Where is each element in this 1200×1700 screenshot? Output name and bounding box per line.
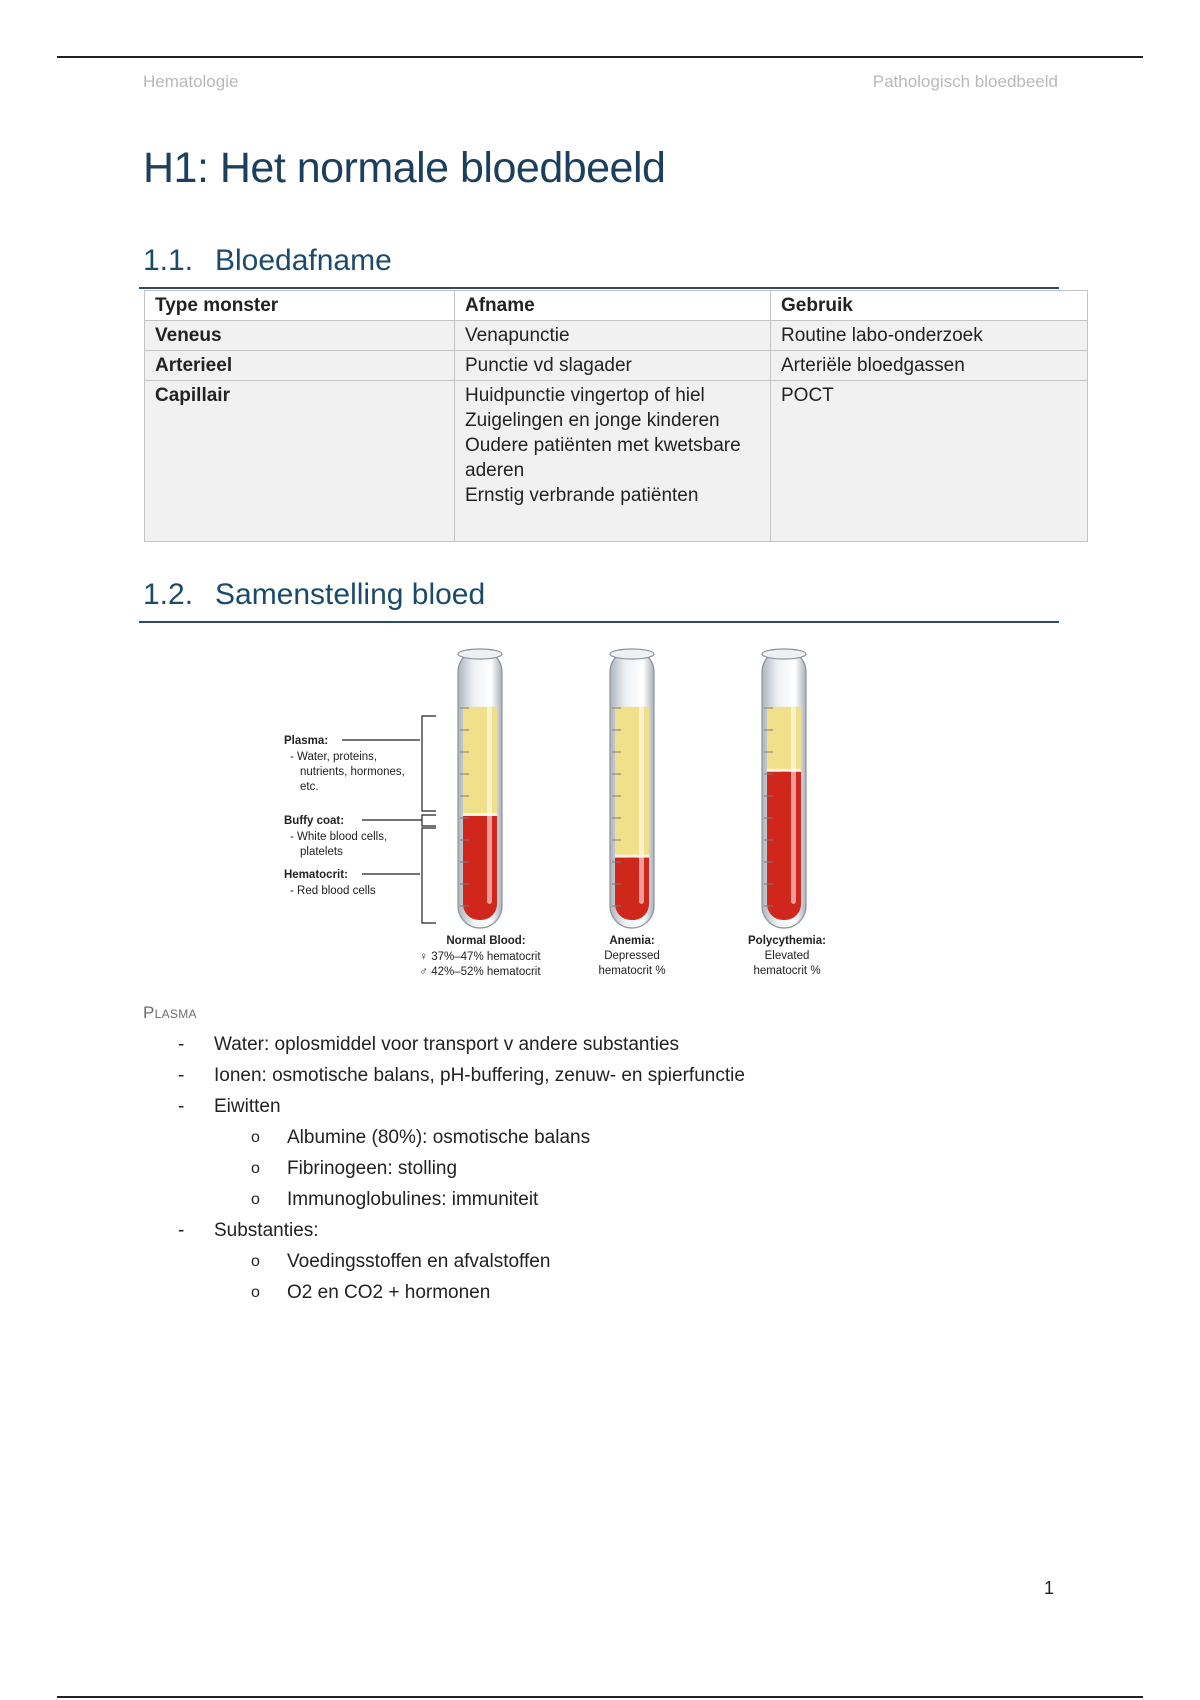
section-heading-samenstelling <box>143 578 485 612</box>
cell-type: Arterieel <box>145 351 455 381</box>
afname-line: Huidpunctie vingertop of hiel <box>465 385 705 406</box>
bullet-item <box>178 1034 680 1056</box>
bullet-marker: o <box>251 1160 260 1177</box>
test-tube <box>458 649 502 928</box>
tube-highlight <box>791 666 796 904</box>
test-tube <box>762 649 806 928</box>
buffy-line: - White blood cells, <box>290 831 388 843</box>
header-right: Pathologisch bloedbeeld <box>872 72 1058 91</box>
tube-caption-line: Elevated <box>764 950 810 962</box>
tube-rim <box>458 649 502 659</box>
tube-rim <box>762 649 806 659</box>
tube-caption-polycythemia: Polycythemia: <box>748 935 826 947</box>
bullet-marker: - <box>178 1096 185 1117</box>
tube-caption-line: ♀ 37%–47% hematocrit <box>419 951 541 963</box>
sub-bullet-item <box>251 1282 491 1304</box>
plasma-line: etc. <box>300 781 319 793</box>
cell-afname: Venapunctie <box>455 321 771 351</box>
plasma-line: nutrients, hormones, <box>300 766 405 778</box>
section-number: 1.2. <box>143 578 194 611</box>
bullet-marker: o <box>251 1284 260 1301</box>
bullet-text: Voedingsstoffen en afvalstoffen <box>287 1251 551 1272</box>
plasma-heading: Plasma <box>143 1003 197 1022</box>
afname-line: Oudere patiënten met kwetsbare aderen <box>465 435 741 481</box>
tube-caption-line: hematocrit % <box>598 965 666 977</box>
buffy-label: Buffy coat: <box>284 815 345 827</box>
bullet-marker: - <box>178 1034 185 1055</box>
sub-bullet-item <box>251 1158 458 1180</box>
tube-caption-line: ♂ 42%–52% hematocrit <box>419 966 541 978</box>
cell-afname <box>455 381 771 542</box>
hematocrit-line: - Red blood cells <box>290 885 376 897</box>
bullet-marker: - <box>178 1220 185 1241</box>
sub-bullet-item <box>251 1189 539 1211</box>
bullet-text: Substanties: <box>214 1220 319 1241</box>
bloedafname-table <box>144 290 1088 542</box>
bottom-rule <box>57 1696 1143 1698</box>
bullet-text: Albumine (80%): osmotische balans <box>287 1127 591 1148</box>
tube-highlight <box>639 666 644 904</box>
tube-caption-normal: Normal Blood: <box>446 935 526 947</box>
tubes <box>458 649 806 928</box>
bullet-item <box>178 1065 745 1087</box>
column-header: Afname <box>455 291 771 321</box>
bullet-item <box>178 1096 281 1118</box>
table-row <box>145 381 1088 542</box>
sub-bullet-item <box>251 1251 551 1273</box>
blood-tubes-figure <box>270 638 870 990</box>
tube-caption-line: hematocrit % <box>753 965 821 977</box>
figure-labels <box>284 735 405 897</box>
afname-line: Ernstig verbrande patiënten <box>465 485 699 506</box>
page-title: H1: Het normale bloedbeeld <box>143 144 666 192</box>
afname-line: Zuigelingen en jonge kinderen <box>465 410 720 431</box>
column-header: Gebruik <box>771 291 1088 321</box>
bullet-text: Water: oplosmiddel voor transport v andere substanties <box>214 1034 680 1055</box>
bullet-text: Immunoglobulines: immuniteit <box>287 1189 539 1210</box>
column-header: Type monster <box>145 291 455 321</box>
section-number: 1.1. <box>143 244 194 277</box>
bullet-text: Eiwitten <box>214 1096 281 1117</box>
tube-highlight <box>487 666 492 904</box>
bullet-item <box>178 1220 319 1242</box>
plasma-line: - Water, proteins, <box>290 751 378 763</box>
section-heading-bloedafname <box>143 244 392 278</box>
sub-bullet-item <box>251 1127 591 1149</box>
tube-caption-line: Depressed <box>604 950 660 962</box>
cell-gebruik: Routine labo-onderzoek <box>771 321 1088 351</box>
cell-afname: Punctie vd slagader <box>455 351 771 381</box>
cell-type: Capillair <box>145 381 455 542</box>
cell-gebruik: POCT <box>771 381 1088 542</box>
bullet-text: O2 en CO2 + hormonen <box>287 1282 491 1303</box>
cell-gebruik: Arteriële bloedgassen <box>771 351 1088 381</box>
bullet-marker: o <box>251 1253 260 1270</box>
table-row <box>145 351 1088 381</box>
tube-rim <box>610 649 654 659</box>
table-header-row <box>145 291 1088 321</box>
test-tube <box>610 649 654 928</box>
header-left: Hematologie <box>143 72 239 91</box>
section-underline <box>139 287 1059 289</box>
bullet-text: Fibrinogeen: stolling <box>287 1158 458 1179</box>
tube-caption-anemia: Anemia: <box>609 935 655 947</box>
plasma-label: Plasma: <box>284 735 329 747</box>
table-row <box>145 321 1088 351</box>
bullet-marker: - <box>178 1065 185 1086</box>
section-underline <box>139 621 1059 623</box>
cell-type: Veneus <box>145 321 455 351</box>
hematocrit-label: Hematocrit: <box>284 869 348 881</box>
bullet-marker: o <box>251 1129 260 1146</box>
tube-captions <box>419 935 826 978</box>
bullet-marker: o <box>251 1191 260 1208</box>
section-title: Bloedafname <box>215 244 392 277</box>
buffy-line: platelets <box>300 846 343 858</box>
top-rule <box>57 56 1143 58</box>
bullet-text: Ionen: osmotische balans, pH-buffering, zenuw- en spierfunctie <box>214 1065 745 1086</box>
page-number: 1 <box>1044 1578 1055 1598</box>
section-title: Samenstelling bloed <box>215 578 486 611</box>
